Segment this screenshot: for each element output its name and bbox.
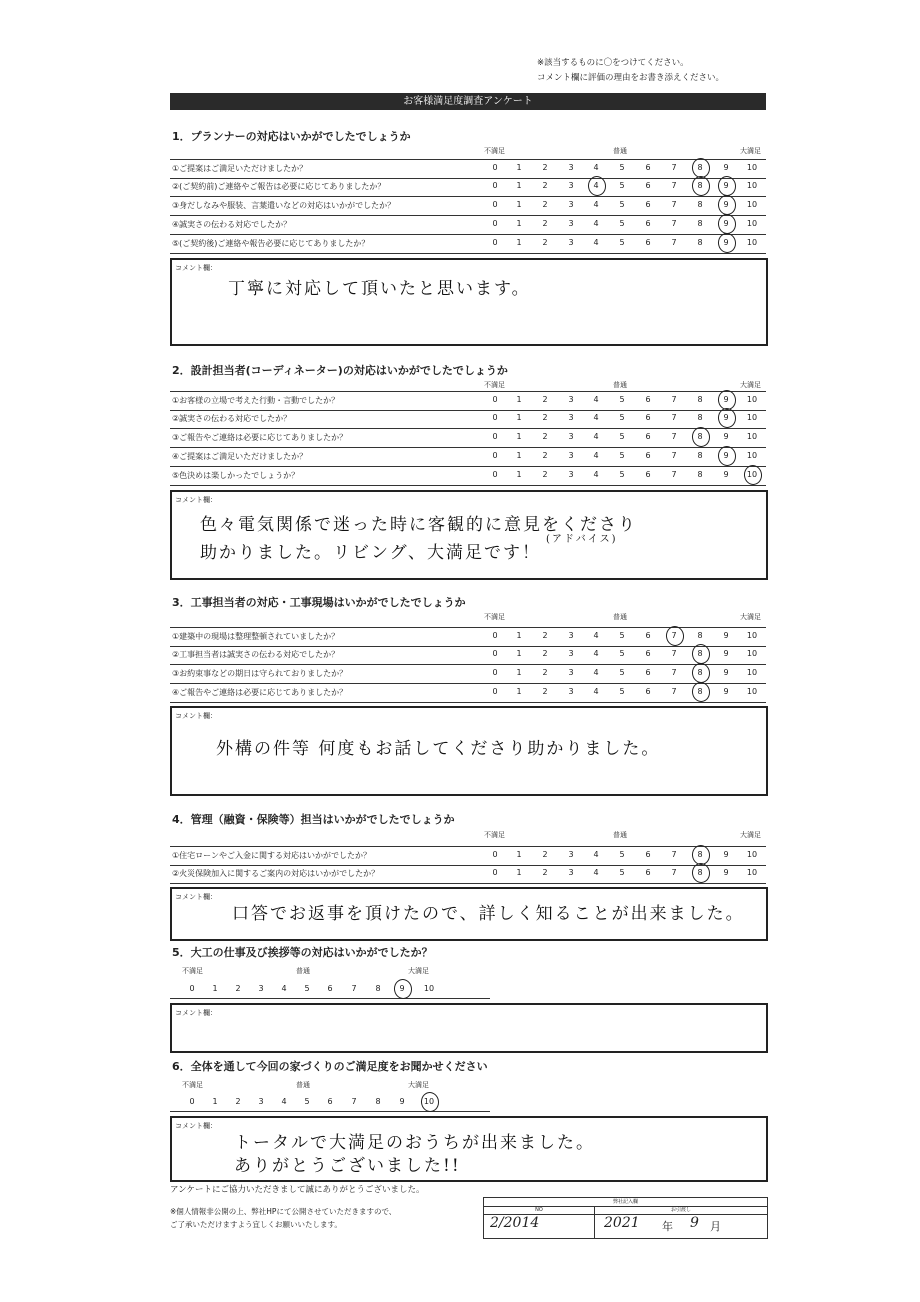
privacy-line: ※個人情報非公開の上、弊社HPにて公開させていただきますので、 — [170, 1207, 397, 1216]
handwritten-comment: 口答でお返事を頂けたので、詳しく知ることが出来ました。 — [232, 904, 745, 924]
rating-option-3[interactable]: 3 — [568, 219, 574, 228]
question-text: ⑤(ご契約後)ご連絡や報告必要に応じてありましたか？ — [172, 239, 370, 248]
rating-option-3[interactable]: 3 — [568, 163, 574, 172]
rating-option-6[interactable]: 6 — [645, 163, 651, 172]
rating-option-10[interactable]: 10 — [746, 451, 758, 460]
scale-mid-label: 普通 — [613, 381, 627, 389]
rating-option-6[interactable]: 6 — [645, 395, 651, 404]
rating-option-0[interactable]: 0 — [492, 668, 498, 677]
question-text: ①建築中の現場は整理整頓されていましたか？ — [172, 632, 340, 641]
rating-option-3[interactable]: 3 — [568, 200, 574, 209]
scale-high-label: 大満足 — [740, 147, 761, 155]
rating-option-2[interactable]: 2 — [542, 238, 548, 247]
question-text: ③お約束事などの期日は守られておりましたか？ — [172, 669, 348, 678]
rating-option-3[interactable]: 3 — [568, 649, 574, 658]
rating-option-2[interactable]: 2 — [542, 413, 548, 422]
rating-option-5[interactable]: 5 — [304, 1097, 310, 1106]
rating-option-1[interactable]: 1 — [516, 668, 522, 677]
rating-option-8[interactable]: 8 — [690, 163, 710, 172]
question-text: ④ご報告やご連絡は必要に応じてありましたか？ — [172, 688, 348, 697]
rating-option-3[interactable]: 3 — [568, 413, 574, 422]
rating-option-9[interactable]: 9 — [716, 200, 736, 209]
rating-option-4[interactable]: 4 — [593, 163, 599, 172]
rating-option-7[interactable]: 7 — [671, 850, 677, 859]
rating-option-1[interactable]: 1 — [516, 687, 522, 696]
scale-low-label: 不満足 — [484, 613, 505, 621]
rating-option-8[interactable]: 8 — [697, 395, 703, 404]
question-row — [170, 467, 766, 486]
rating-option-0[interactable]: 0 — [492, 238, 498, 247]
rating-option-5[interactable]: 5 — [619, 395, 625, 404]
thanks-message: アンケートにご協力いただきまして誠にありがとうございました。 — [170, 1185, 425, 1195]
question-text: ④誠実さの伝わる対応でしたか？ — [172, 220, 292, 229]
handwritten-comment: ありがとうございました!! — [234, 1156, 461, 1176]
rating-option-5[interactable]: 5 — [304, 984, 310, 993]
scale-mid-label: 普通 — [613, 147, 627, 155]
rating-option-10[interactable]: 10 — [746, 649, 758, 658]
question-text: ③ご報告やご連絡は必要に応じてありましたか？ — [172, 433, 348, 442]
rating-option-3[interactable]: 3 — [258, 1097, 264, 1106]
rating-option-8[interactable]: 8 — [697, 200, 703, 209]
rating-option-1[interactable]: 1 — [516, 238, 522, 247]
rating-option-4[interactable]: 4 — [593, 649, 599, 658]
rating-option-10[interactable]: 10 — [746, 163, 758, 172]
section-1-comment-box[interactable] — [170, 258, 768, 346]
rating-option-3[interactable]: 3 — [568, 631, 574, 640]
rating-option-1[interactable]: 1 — [516, 631, 522, 640]
rating-option-4[interactable]: 4 — [281, 1097, 287, 1106]
rating-option-0[interactable]: 0 — [492, 850, 498, 859]
rating-option-0[interactable]: 0 — [492, 649, 498, 658]
rating-option-5[interactable]: 5 — [619, 687, 625, 696]
rating-option-1[interactable]: 1 — [516, 649, 522, 658]
section-6-title: 6．全体を通して今回の家づくりのご満足度をお聞かせください — [172, 1060, 488, 1073]
rating-option-9[interactable]: 9 — [723, 649, 729, 658]
rating-option-6[interactable]: 6 — [645, 451, 651, 460]
rating-option-8[interactable]: 8 — [697, 219, 703, 228]
rating-option-2[interactable]: 2 — [542, 687, 548, 696]
rating-option-1[interactable]: 1 — [516, 181, 522, 190]
scale-mid-label: 普通 — [613, 613, 627, 621]
rating-option-9[interactable]: 9 — [723, 432, 729, 441]
rating-option-4[interactable]: 4 — [593, 687, 599, 696]
question-text: ①お客様の立場で考えた行動・言動でしたか？ — [172, 396, 340, 405]
rating-option-2[interactable]: 2 — [542, 451, 548, 460]
rating-option-9[interactable]: 9 — [716, 219, 736, 228]
rating-option-3[interactable]: 3 — [568, 432, 574, 441]
rating-option-8[interactable]: 8 — [690, 868, 710, 877]
rating-option-6[interactable]: 6 — [645, 868, 651, 877]
rating-option-9[interactable]: 9 — [723, 687, 729, 696]
rating-option-7[interactable]: 7 — [671, 181, 677, 190]
scale-low-label: 不満足 — [182, 967, 203, 975]
rating-option-6[interactable]: 6 — [327, 1097, 333, 1106]
rating-option-0[interactable]: 0 — [492, 687, 498, 696]
rating-option-1[interactable]: 1 — [516, 850, 522, 859]
rating-option-6[interactable]: 6 — [645, 181, 651, 190]
question-row — [170, 391, 766, 411]
rating-option-10[interactable]: 10 — [746, 868, 758, 877]
rating-option-1[interactable]: 1 — [516, 451, 522, 460]
rating-option-4[interactable]: 4 — [593, 395, 599, 404]
rating-option-5[interactable]: 5 — [619, 649, 625, 658]
question-row — [170, 448, 766, 467]
rating-option-7[interactable]: 7 — [671, 219, 677, 228]
rating-option-10[interactable]: 10 — [746, 181, 758, 190]
rating-option-0[interactable]: 0 — [492, 868, 498, 877]
rating-option-7[interactable]: 7 — [664, 631, 684, 640]
record-number: 2/2014 — [490, 1215, 540, 1231]
question-row — [170, 159, 766, 179]
question-text: ⑤色決めは楽しかったでしょうか？ — [172, 471, 300, 480]
scale-high-label: 大満足 — [408, 1081, 429, 1089]
rating-option-9[interactable]: 9 — [723, 868, 729, 877]
question-row — [170, 178, 766, 197]
rating-option-8[interactable]: 8 — [375, 984, 381, 993]
comment-label: コメント欄： — [175, 893, 217, 901]
section-4-title: 4．管理（融資・保険等）担当はいかがでしたでしょうか — [172, 813, 455, 826]
rating-option-8[interactable]: 8 — [697, 451, 703, 460]
handover-label: お引渡し — [595, 1207, 767, 1215]
rating-option-5[interactable]: 5 — [619, 850, 625, 859]
rating-option-7[interactable]: 7 — [671, 649, 677, 658]
rating-option-8[interactable]: 8 — [690, 181, 710, 190]
comment-label: コメント欄： — [175, 496, 217, 504]
rating-option-6[interactable]: 6 — [645, 413, 651, 422]
scale-mid-label: 普通 — [296, 967, 310, 975]
month-suffix: 月 — [710, 1220, 721, 1233]
question-text: ④ご提案はご満足いただけましたか？ — [172, 452, 308, 461]
rating-option-2[interactable]: 2 — [542, 668, 548, 677]
rating-option-4[interactable]: 4 — [593, 200, 599, 209]
question-text: ②(ご契約前)ご連絡やご報告は必要に応じてありましたか？ — [172, 182, 386, 191]
rating-option-8[interactable]: 8 — [697, 238, 703, 247]
rating-option-5[interactable]: 5 — [619, 432, 625, 441]
scale-high-label: 大満足 — [740, 831, 761, 839]
rating-option-3[interactable]: 3 — [568, 668, 574, 677]
rating-option-9[interactable]: 9 — [716, 413, 736, 422]
rating-option-2[interactable]: 2 — [542, 219, 548, 228]
rating-option-0[interactable]: 0 — [492, 219, 498, 228]
rating-option-4[interactable]: 4 — [593, 470, 599, 479]
rating-option-1[interactable]: 1 — [212, 984, 218, 993]
section-4-comment-box[interactable] — [170, 887, 768, 941]
rating-option-8[interactable]: 8 — [690, 687, 710, 696]
section-3-comment-box[interactable] — [170, 706, 768, 796]
section-2-title: 2．設計担当者(コーディネーター)の対応はいかがでしたでしょうか — [172, 364, 508, 377]
question-text: ①ご提案はご満足いただけましたか？ — [172, 164, 308, 173]
handover-year: 2021 — [604, 1215, 640, 1231]
handwritten-comment: 色々電気関係で迷った時に客観的に意見をくださり — [200, 515, 637, 535]
rating-option-5[interactable]: 5 — [619, 413, 625, 422]
scale-high-label: 大満足 — [740, 613, 761, 621]
question-row — [170, 216, 766, 235]
handover-month: 9 — [690, 1215, 699, 1231]
question-row — [170, 235, 766, 254]
rating-option-0[interactable]: 0 — [492, 631, 498, 640]
survey-title: お客様満足度調査アンケート — [170, 93, 766, 110]
rating-option-0[interactable]: 0 — [189, 1097, 195, 1106]
office-use-header: 弊社記入欄 — [484, 1198, 767, 1207]
rating-option-10[interactable]: 10 — [423, 984, 435, 993]
handwritten-comment: 外構の件等 何度もお話してくださり助かりました。 — [216, 739, 661, 759]
rating-option-9[interactable]: 9 — [723, 470, 729, 479]
question-row — [170, 429, 766, 448]
rating-option-4[interactable]: 4 — [593, 668, 599, 677]
rating-option-8[interactable]: 8 — [690, 850, 710, 859]
section-5-rating-scale — [170, 984, 490, 999]
section-6-rating-scale — [170, 1097, 490, 1112]
rating-option-3[interactable]: 3 — [568, 850, 574, 859]
rating-option-5[interactable]: 5 — [619, 163, 625, 172]
rating-option-1[interactable]: 1 — [212, 1097, 218, 1106]
rating-option-6[interactable]: 6 — [645, 238, 651, 247]
rating-option-0[interactable]: 0 — [492, 395, 498, 404]
rating-option-9[interactable]: 9 — [723, 163, 729, 172]
rating-option-0[interactable]: 0 — [492, 200, 498, 209]
question-text: ①住宅ローンやご入金に関する対応はいかがでしたか？ — [172, 851, 372, 860]
rating-option-6[interactable]: 6 — [645, 470, 651, 479]
rating-option-6[interactable]: 6 — [645, 631, 651, 640]
rating-option-3[interactable]: 3 — [568, 181, 574, 190]
question-text: ②火災保険加入に関するご案内の対応はいかがでしたか？ — [172, 869, 380, 878]
question-text: ③身だしなみや服装、言葉遣いなどの対応はいかがでしたか？ — [172, 201, 396, 210]
rating-option-7[interactable]: 7 — [671, 413, 677, 422]
rating-option-1[interactable]: 1 — [516, 163, 522, 172]
rating-option-2[interactable]: 2 — [542, 868, 548, 877]
rating-option-3[interactable]: 3 — [568, 470, 574, 479]
question-row — [170, 627, 766, 647]
no-label: NO — [484, 1207, 595, 1215]
rating-option-3[interactable]: 3 — [568, 868, 574, 877]
office-use-box — [483, 1197, 768, 1239]
handwritten-comment: 丁寧に対応して頂いたと思います。 — [228, 279, 531, 299]
rating-option-2[interactable]: 2 — [235, 1097, 241, 1106]
handwritten-note: (アドバイス) — [546, 534, 618, 545]
rating-option-2[interactable]: 2 — [542, 200, 548, 209]
rating-option-7[interactable]: 7 — [671, 200, 677, 209]
scale-low-label: 不満足 — [484, 381, 505, 389]
scale-mid-label: 普通 — [613, 831, 627, 839]
rating-option-10[interactable]: 10 — [419, 1097, 439, 1106]
rating-option-1[interactable]: 1 — [516, 395, 522, 404]
rating-option-2[interactable]: 2 — [542, 470, 548, 479]
rating-option-6[interactable]: 6 — [645, 687, 651, 696]
rating-option-4[interactable]: 4 — [593, 850, 599, 859]
question-text: ②工事担当者は誠実さの伝わる対応でしたか？ — [172, 650, 340, 659]
rating-option-4[interactable]: 4 — [593, 238, 599, 247]
rating-option-8[interactable]: 8 — [690, 668, 710, 677]
rating-option-0[interactable]: 0 — [492, 181, 498, 190]
rating-option-8[interactable]: 8 — [697, 470, 703, 479]
rating-option-8[interactable]: 8 — [697, 631, 703, 640]
rating-option-0[interactable]: 0 — [492, 451, 498, 460]
rating-option-6[interactable]: 6 — [645, 850, 651, 859]
rating-option-5[interactable]: 5 — [619, 668, 625, 677]
rating-option-4[interactable]: 4 — [593, 868, 599, 877]
rating-option-10[interactable]: 10 — [746, 219, 758, 228]
section-6-comment-box[interactable] — [170, 1116, 768, 1182]
rating-option-10[interactable]: 10 — [746, 631, 758, 640]
rating-option-6[interactable]: 6 — [645, 432, 651, 441]
rating-option-2[interactable]: 2 — [542, 395, 548, 404]
rating-option-9[interactable]: 9 — [399, 1097, 405, 1106]
scale-high-label: 大満足 — [408, 967, 429, 975]
rating-option-4[interactable]: 4 — [593, 451, 599, 460]
rating-option-1[interactable]: 1 — [516, 432, 522, 441]
comment-label: コメント欄： — [175, 712, 217, 720]
question-row — [170, 197, 766, 216]
scale-high-label: 大満足 — [740, 381, 761, 389]
rating-option-5[interactable]: 5 — [619, 868, 625, 877]
rating-option-7[interactable]: 7 — [671, 868, 677, 877]
privacy-note — [170, 1205, 396, 1231]
rating-option-6[interactable]: 6 — [645, 219, 651, 228]
rating-option-5[interactable]: 5 — [619, 631, 625, 640]
rating-option-8[interactable]: 8 — [690, 649, 710, 658]
comment-label: コメント欄： — [175, 264, 217, 272]
section-2-comment-box[interactable] — [170, 490, 768, 580]
scale-low-label: 不満足 — [484, 147, 505, 155]
rating-option-5[interactable]: 5 — [619, 238, 625, 247]
rating-option-1[interactable]: 1 — [516, 413, 522, 422]
note-line: コメント欄に評価の理由をお書き添えください。 — [536, 73, 724, 83]
question-row — [170, 646, 766, 665]
rating-option-3[interactable]: 3 — [568, 451, 574, 460]
rating-option-10[interactable]: 10 — [746, 687, 758, 696]
rating-option-7[interactable]: 7 — [671, 432, 677, 441]
comment-label: コメント欄： — [175, 1009, 217, 1017]
question-row — [170, 684, 766, 703]
rating-option-2[interactable]: 2 — [235, 984, 241, 993]
scale-mid-label: 普通 — [296, 1081, 310, 1089]
rating-option-8[interactable]: 8 — [690, 432, 710, 441]
privacy-line: ご了承いただけますよう宜しくお願いいたします。 — [170, 1220, 342, 1229]
rating-option-6[interactable]: 6 — [645, 200, 651, 209]
rating-option-8[interactable]: 8 — [697, 413, 703, 422]
rating-option-6[interactable]: 6 — [645, 668, 651, 677]
handwritten-comment: 助かりました。リビング、大満足です！ — [200, 543, 541, 563]
rating-option-0[interactable]: 0 — [189, 984, 195, 993]
rating-option-10[interactable]: 10 — [746, 432, 758, 441]
rating-option-9[interactable]: 9 — [723, 668, 729, 677]
rating-option-6[interactable]: 6 — [645, 649, 651, 658]
comment-label: コメント欄： — [175, 1122, 217, 1130]
rating-option-5[interactable]: 5 — [619, 200, 625, 209]
rating-option-1[interactable]: 1 — [516, 868, 522, 877]
rating-option-3[interactable]: 3 — [568, 395, 574, 404]
rating-option-9[interactable]: 9 — [723, 631, 729, 640]
rating-option-3[interactable]: 3 — [258, 984, 264, 993]
rating-option-5[interactable]: 5 — [619, 181, 625, 190]
handwritten-comment: トータルで大満足のおうちが出来ました。 — [234, 1133, 595, 1153]
question-row — [170, 865, 766, 884]
rating-option-2[interactable]: 2 — [542, 432, 548, 441]
year-suffix: 年 — [662, 1220, 673, 1233]
rating-option-10[interactable]: 10 — [746, 395, 758, 404]
rating-option-5[interactable]: 5 — [619, 451, 625, 460]
rating-option-1[interactable]: 1 — [516, 200, 522, 209]
rating-option-10[interactable]: 10 — [746, 668, 758, 677]
rating-option-3[interactable]: 3 — [568, 687, 574, 696]
rating-option-0[interactable]: 0 — [492, 432, 498, 441]
rating-option-5[interactable]: 5 — [619, 219, 625, 228]
rating-option-9[interactable]: 9 — [392, 984, 412, 993]
question-text: ②誠実さの伝わる対応でしたか？ — [172, 414, 292, 423]
rating-option-4[interactable]: 4 — [586, 181, 606, 190]
rating-option-2[interactable]: 2 — [542, 163, 548, 172]
rating-option-2[interactable]: 2 — [542, 649, 548, 658]
rating-option-9[interactable]: 9 — [716, 395, 736, 404]
rating-option-7[interactable]: 7 — [671, 668, 677, 677]
rating-option-10[interactable]: 10 — [746, 200, 758, 209]
rating-option-4[interactable]: 4 — [593, 432, 599, 441]
rating-option-2[interactable]: 2 — [542, 631, 548, 640]
rating-option-5[interactable]: 5 — [619, 470, 625, 479]
rating-option-0[interactable]: 0 — [492, 413, 498, 422]
rating-option-8[interactable]: 8 — [375, 1097, 381, 1106]
rating-option-9[interactable]: 9 — [716, 451, 736, 460]
scale-low-label: 不満足 — [484, 831, 505, 839]
section-3-title: 3．工事担当者の対応・工事現場はいかがでしたでしょうか — [172, 596, 466, 609]
rating-option-0[interactable]: 0 — [492, 470, 498, 479]
rating-option-7[interactable]: 7 — [671, 395, 677, 404]
rating-option-4[interactable]: 4 — [281, 984, 287, 993]
question-row — [170, 665, 766, 684]
rating-option-6[interactable]: 6 — [327, 984, 333, 993]
rating-option-4[interactable]: 4 — [593, 413, 599, 422]
section-5-comment-box[interactable] — [170, 1003, 768, 1053]
rating-option-9[interactable]: 9 — [716, 181, 736, 190]
rating-option-10[interactable]: 10 — [746, 850, 758, 859]
rating-option-7[interactable]: 7 — [671, 687, 677, 696]
section-1-title: 1．プランナーの対応はいかがでしたでしょうか — [172, 130, 411, 143]
instruction-notes — [537, 56, 724, 86]
rating-option-7[interactable]: 7 — [351, 1097, 357, 1106]
rating-option-10[interactable]: 10 — [742, 470, 762, 479]
rating-option-10[interactable]: 10 — [746, 238, 758, 247]
rating-option-10[interactable]: 10 — [746, 413, 758, 422]
rating-option-4[interactable]: 4 — [593, 219, 599, 228]
rating-option-7[interactable]: 7 — [351, 984, 357, 993]
rating-option-0[interactable]: 0 — [492, 163, 498, 172]
question-row — [170, 410, 766, 429]
rating-option-4[interactable]: 4 — [593, 631, 599, 640]
note-line: ※該当するものに〇をつけてください。 — [536, 58, 689, 68]
rating-option-2[interactable]: 2 — [542, 181, 548, 190]
rating-option-1[interactable]: 1 — [516, 470, 522, 479]
question-row — [170, 846, 766, 866]
rating-option-2[interactable]: 2 — [542, 850, 548, 859]
rating-option-1[interactable]: 1 — [516, 219, 522, 228]
scale-low-label: 不満足 — [182, 1081, 203, 1089]
rating-option-7[interactable]: 7 — [671, 238, 677, 247]
rating-option-9[interactable]: 9 — [723, 850, 729, 859]
rating-option-7[interactable]: 7 — [671, 451, 677, 460]
rating-option-7[interactable]: 7 — [671, 163, 677, 172]
section-5-title: 5．大工の仕事及び挨拶等の対応はいかがでしたか？ — [172, 946, 433, 959]
rating-option-9[interactable]: 9 — [716, 238, 736, 247]
rating-option-3[interactable]: 3 — [568, 238, 574, 247]
rating-option-7[interactable]: 7 — [671, 470, 677, 479]
